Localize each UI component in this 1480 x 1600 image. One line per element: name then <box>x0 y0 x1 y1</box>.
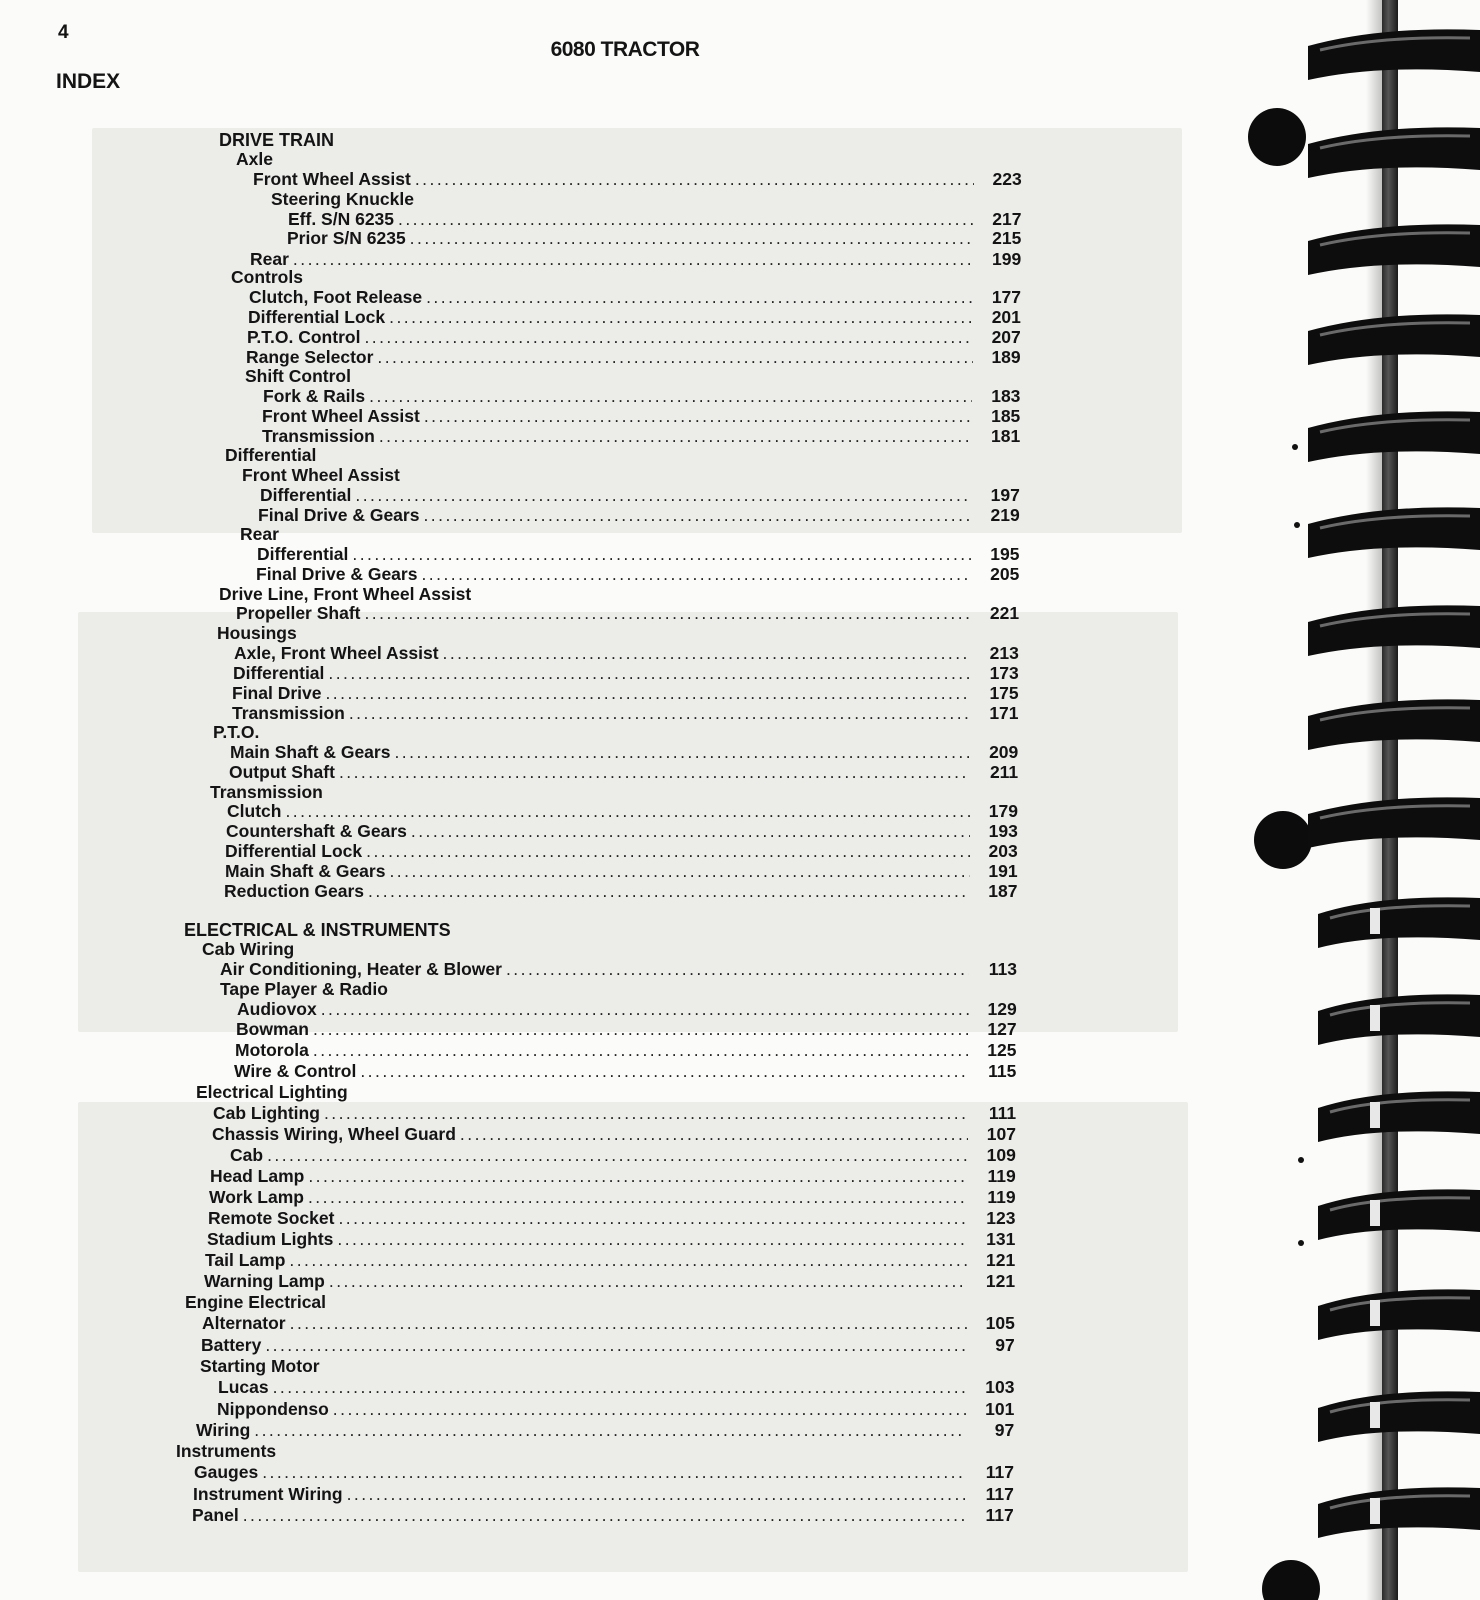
entry-page-number: 189 <box>991 347 1021 367</box>
entry-label: Clutch <box>227 801 282 821</box>
dot-leader <box>349 703 971 724</box>
entry-label: Range Selector <box>246 347 374 367</box>
index-entry <box>220 959 1017 980</box>
dot-leader <box>421 564 971 585</box>
entry-page-number: 97 <box>994 1420 1015 1440</box>
index-entry <box>242 465 1020 486</box>
entry-label: Starting Motor <box>200 1356 320 1376</box>
entry-page-number: 107 <box>986 1124 1016 1144</box>
entry-label: Tape Player & Radio <box>220 979 388 999</box>
entry-label: Final Drive <box>232 683 322 703</box>
index-entry <box>217 1399 1014 1420</box>
entry-label: Battery <box>201 1335 262 1355</box>
index-entry <box>234 643 1019 664</box>
entry-label: ELECTRICAL & INSTRUMENTS <box>184 920 451 940</box>
entry-label: Main Shaft & Gears <box>230 742 391 762</box>
entry-page-number: 123 <box>986 1208 1016 1228</box>
dot-leader <box>364 327 972 348</box>
entry-page-number: 221 <box>989 603 1020 623</box>
entry-label: Front Wheel Assist <box>262 406 420 426</box>
entry-label: Axle <box>236 149 273 169</box>
index-entry <box>262 426 1020 447</box>
dot-leader <box>273 1377 967 1398</box>
index-entry <box>220 979 1017 1000</box>
entry-label: Front Wheel Assist <box>253 169 411 189</box>
index-entry <box>201 1335 1015 1356</box>
binding-loop <box>1300 1180 1480 1246</box>
entry-page-number: 117 <box>985 1462 1014 1482</box>
entry-page-number: 131 <box>986 1229 1016 1249</box>
dot-leader <box>339 762 970 783</box>
entry-page-number: 175 <box>989 683 1019 703</box>
index-entry <box>226 821 1018 842</box>
index-entry <box>200 1356 1015 1377</box>
entry-page-number: 215 <box>992 228 1022 248</box>
index-entry <box>230 742 1018 763</box>
dot-leader <box>254 1420 966 1441</box>
spiral-binding <box>1300 0 1480 1600</box>
index-entry <box>194 1462 1014 1483</box>
dot-leader <box>369 386 972 407</box>
entry-page-number: 185 <box>991 406 1021 426</box>
entry-label: Alternator <box>202 1313 286 1333</box>
entry-page-number: 111 <box>988 1103 1017 1123</box>
index-entry <box>176 1441 1014 1462</box>
entry-page-number: 219 <box>990 505 1020 525</box>
index-entry <box>219 130 1022 151</box>
index-entry <box>246 347 1021 368</box>
dot-leader <box>506 959 969 980</box>
entry-page-number: 117 <box>985 1505 1014 1525</box>
dot-leader <box>423 505 971 526</box>
index-entry <box>288 209 1021 230</box>
index-entry <box>192 1505 1014 1526</box>
entry-page-number: 197 <box>990 485 1020 505</box>
dot-leader <box>333 1399 967 1420</box>
index-entry <box>227 801 1018 822</box>
index-entry <box>225 445 1020 466</box>
entry-page-number: 187 <box>988 881 1018 901</box>
dot-leader <box>313 1019 969 1040</box>
dot-leader <box>347 1484 966 1505</box>
entry-label: Propeller Shaft <box>236 603 361 623</box>
index-entry <box>236 1019 1017 1040</box>
binding-loop <box>1300 788 1480 854</box>
index-entry <box>219 584 1019 605</box>
dot-leader <box>290 1313 967 1334</box>
entry-page-number: 101 <box>985 1399 1015 1419</box>
index-entry <box>236 603 1019 624</box>
entry-label: Nippondenso <box>217 1399 329 1419</box>
entry-page-number: 173 <box>989 663 1019 683</box>
index-entry <box>225 861 1018 882</box>
speck <box>1292 444 1298 450</box>
entry-label: Head Lamp <box>210 1166 305 1186</box>
entry-label: Electrical Lighting <box>196 1082 348 1102</box>
entry-label: Instrument Wiring <box>193 1484 343 1504</box>
entry-label: Transmission <box>210 782 323 802</box>
entry-label: Differential <box>225 445 317 465</box>
index-entry <box>256 564 1019 585</box>
index-entry <box>204 1271 1015 1292</box>
index-entry <box>212 1124 1016 1145</box>
index-entry <box>231 267 1021 288</box>
entry-label: Wire & Control <box>234 1061 357 1081</box>
index-entry <box>245 366 1021 387</box>
entry-label: Warning Lamp <box>204 1271 325 1291</box>
entry-label: Differential <box>257 544 349 564</box>
entry-page-number: 113 <box>988 959 1017 979</box>
entry-label: Differential <box>260 485 352 505</box>
index-entry <box>202 1313 1015 1334</box>
dot-leader <box>410 228 974 249</box>
entry-page-number: 115 <box>988 1061 1017 1081</box>
index-entry <box>253 169 1022 190</box>
binding-loop <box>1300 596 1480 662</box>
dot-leader <box>368 881 969 902</box>
dot-leader <box>308 1166 967 1187</box>
entry-label: Main Shaft & Gears <box>225 861 386 881</box>
entry-label: P.T.O. Control <box>247 327 361 347</box>
entry-label: Cab Wiring <box>202 939 295 959</box>
index-entry <box>262 406 1020 427</box>
entry-page-number: 121 <box>985 1271 1016 1291</box>
entry-page-number: 171 <box>989 703 1019 723</box>
index-entry <box>236 149 1022 170</box>
dot-leader <box>366 841 970 862</box>
entry-page-number: 191 <box>988 861 1018 881</box>
entry-page-number: 127 <box>987 1019 1017 1039</box>
index-entry <box>184 920 1017 941</box>
index-entry <box>240 524 1020 545</box>
dot-leader <box>460 1124 968 1145</box>
index-entry <box>209 1187 1016 1208</box>
index-entry <box>218 1377 1014 1398</box>
entry-page-number: 119 <box>987 1187 1016 1207</box>
entry-label: Wiring <box>196 1420 251 1440</box>
entry-page-number: 97 <box>995 1335 1015 1355</box>
entry-page-number: 121 <box>986 1250 1016 1270</box>
entry-label: Fork & Rails <box>263 386 366 406</box>
entry-page-number: 183 <box>991 386 1021 406</box>
entry-label: Final Drive & Gears <box>256 564 418 584</box>
index-entry <box>217 623 1019 644</box>
entry-page-number: 109 <box>986 1145 1016 1165</box>
dot-leader <box>262 1462 966 1483</box>
index-entry <box>210 782 1018 803</box>
binding-loop <box>1300 888 1480 954</box>
dot-leader <box>398 209 973 230</box>
index-entry <box>225 841 1018 862</box>
binding-loop <box>1300 118 1480 184</box>
index-entry <box>271 189 1022 210</box>
dot-leader <box>285 801 969 822</box>
dot-leader <box>313 1040 969 1061</box>
binding-loop <box>1300 1382 1480 1448</box>
entry-label: Reduction Gears <box>224 881 365 901</box>
entry-label: Front Wheel Assist <box>242 465 400 485</box>
binding-loop <box>1300 1280 1480 1346</box>
entry-label: Clutch, Foot Release <box>249 287 423 307</box>
dot-leader <box>267 1145 968 1166</box>
index-entry <box>233 663 1019 684</box>
index-entry <box>237 999 1017 1020</box>
binding-loop <box>1300 1478 1480 1544</box>
entry-label: Engine Electrical <box>185 1292 327 1312</box>
entry-label: Remote Socket <box>208 1208 335 1228</box>
entry-label: Differential Lock <box>225 841 363 861</box>
index-entry <box>258 505 1020 526</box>
entry-page-number: 201 <box>991 307 1021 327</box>
entry-page-number: 209 <box>989 742 1019 762</box>
binding-loop <box>1300 305 1480 371</box>
entry-page-number: 217 <box>992 209 1022 229</box>
entry-label: Cab Lighting <box>213 1103 320 1123</box>
entry-label: Rear <box>240 524 279 544</box>
entry-label: Transmission <box>262 426 375 446</box>
entry-label: Output Shaft <box>229 762 335 782</box>
binding-loop <box>1300 215 1480 281</box>
entry-label: Shift Control <box>245 366 351 386</box>
entry-page-number: 195 <box>990 544 1020 564</box>
entry-label: Transmission <box>232 703 345 723</box>
index-entry <box>196 1082 1016 1103</box>
entry-page-number: 103 <box>985 1377 1015 1397</box>
index-entry <box>263 386 1020 407</box>
dot-leader <box>443 643 971 664</box>
page-number: 4 <box>58 22 69 43</box>
entry-page-number: 199 <box>992 249 1022 269</box>
dot-leader <box>329 1271 967 1292</box>
dot-leader <box>360 1061 968 1082</box>
entry-page-number: 181 <box>990 426 1021 446</box>
index-entry <box>185 1292 1015 1313</box>
index-entry <box>205 1250 1015 1271</box>
index-entry <box>202 939 1017 960</box>
index-entry <box>213 722 1018 743</box>
entry-label: Housings <box>217 623 297 643</box>
dot-leader <box>377 347 972 368</box>
entry-label: P.T.O. <box>213 722 260 742</box>
dot-leader <box>424 406 972 427</box>
entry-label: Audiovox <box>237 999 317 1019</box>
entry-label: Instruments <box>176 1441 277 1461</box>
dot-leader <box>338 1208 967 1229</box>
entry-label: Bowman <box>236 1019 309 1039</box>
punch-hole <box>1248 108 1306 166</box>
dot-leader <box>364 603 971 624</box>
entry-label: Prior S/N 6235 <box>287 228 406 248</box>
dot-leader <box>411 821 970 842</box>
dot-leader <box>328 663 970 684</box>
dot-leader <box>379 426 972 447</box>
index-entry <box>260 485 1020 506</box>
dot-leader <box>389 307 973 328</box>
dot-leader <box>243 1505 966 1526</box>
index-entry <box>247 327 1021 348</box>
index-entry <box>224 881 1017 902</box>
entry-page-number: 207 <box>991 327 1021 347</box>
dot-leader <box>394 742 970 763</box>
entry-label: Tail Lamp <box>205 1250 286 1270</box>
entry-label: Gauges <box>194 1462 259 1482</box>
index-entry <box>257 544 1019 565</box>
dot-leader <box>415 169 974 190</box>
entry-label: Panel <box>192 1505 239 1525</box>
index-entry <box>210 1166 1016 1187</box>
entry-label: DRIVE TRAIN <box>219 130 335 150</box>
entry-page-number: 125 <box>987 1040 1017 1060</box>
entry-label: Controls <box>231 267 303 287</box>
dot-leader <box>308 1187 968 1208</box>
entry-label: Differential Lock <box>248 307 386 327</box>
index-entry <box>235 1040 1017 1061</box>
entry-label: Drive Line, Front Wheel Assist <box>219 584 472 604</box>
index-entry <box>249 287 1021 308</box>
entry-label: Air Conditioning, Heater & Blower <box>220 959 502 979</box>
entry-page-number: 223 <box>992 169 1022 189</box>
entry-page-number: 105 <box>985 1313 1015 1333</box>
index-entry <box>213 1103 1016 1124</box>
index-entry <box>208 1208 1015 1229</box>
binding-loop <box>1300 690 1480 756</box>
entry-page-number: 129 <box>987 999 1017 1019</box>
dot-leader <box>389 861 969 882</box>
index-entry <box>193 1484 1014 1505</box>
index-entry <box>207 1229 1015 1250</box>
dot-leader <box>337 1229 967 1250</box>
entry-page-number: 211 <box>989 762 1019 782</box>
index-entry <box>232 703 1019 724</box>
index-entry <box>232 683 1019 704</box>
entry-page-number: 119 <box>987 1166 1016 1186</box>
entry-label: Work Lamp <box>209 1187 304 1207</box>
index-entry <box>234 1061 1016 1082</box>
binding-loop <box>1300 985 1480 1051</box>
dot-leader <box>325 683 970 704</box>
entry-label: Rear <box>250 249 289 269</box>
entry-page-number: 117 <box>985 1484 1014 1504</box>
index-entry <box>229 762 1018 783</box>
entry-label: Eff. S/N 6235 <box>288 209 395 229</box>
dot-leader <box>265 1335 966 1356</box>
section-label: INDEX <box>56 70 121 93</box>
entry-label: Axle, Front Wheel Assist <box>234 643 439 663</box>
entry-page-number: 205 <box>990 564 1020 584</box>
index-entry <box>287 228 1021 249</box>
entry-label: Cab <box>230 1145 264 1165</box>
dot-leader <box>352 544 971 565</box>
document-title: 6080 TRACTOR <box>550 38 700 61</box>
entry-label: Countershaft & Gears <box>226 821 407 841</box>
binding-loop <box>1300 20 1480 86</box>
entry-page-number: 203 <box>988 841 1018 861</box>
entry-page-number: 179 <box>988 801 1018 821</box>
entry-page-number: 213 <box>989 643 1019 663</box>
entry-label: Steering Knuckle <box>271 189 414 209</box>
entry-label: Final Drive & Gears <box>258 505 420 525</box>
binding-loop <box>1300 402 1480 468</box>
entry-page-number: 177 <box>991 287 1022 307</box>
index-entry <box>248 307 1021 328</box>
entry-label: Motorola <box>235 1040 309 1060</box>
dot-leader <box>289 1250 967 1271</box>
index-entry <box>230 1145 1016 1166</box>
dot-leader <box>426 287 973 308</box>
binding-loop <box>1300 498 1480 564</box>
entry-label: Stadium Lights <box>207 1229 334 1249</box>
entry-label: Lucas <box>218 1377 269 1397</box>
dot-leader <box>324 1103 968 1124</box>
index-entry <box>196 1420 1014 1441</box>
entry-page-number: 193 <box>988 821 1018 841</box>
dot-leader <box>355 485 971 506</box>
binding-loop <box>1300 1082 1480 1148</box>
entry-label: Chassis Wiring, Wheel Guard <box>212 1124 456 1144</box>
entry-label: Differential <box>233 663 325 683</box>
dot-leader <box>321 999 969 1020</box>
